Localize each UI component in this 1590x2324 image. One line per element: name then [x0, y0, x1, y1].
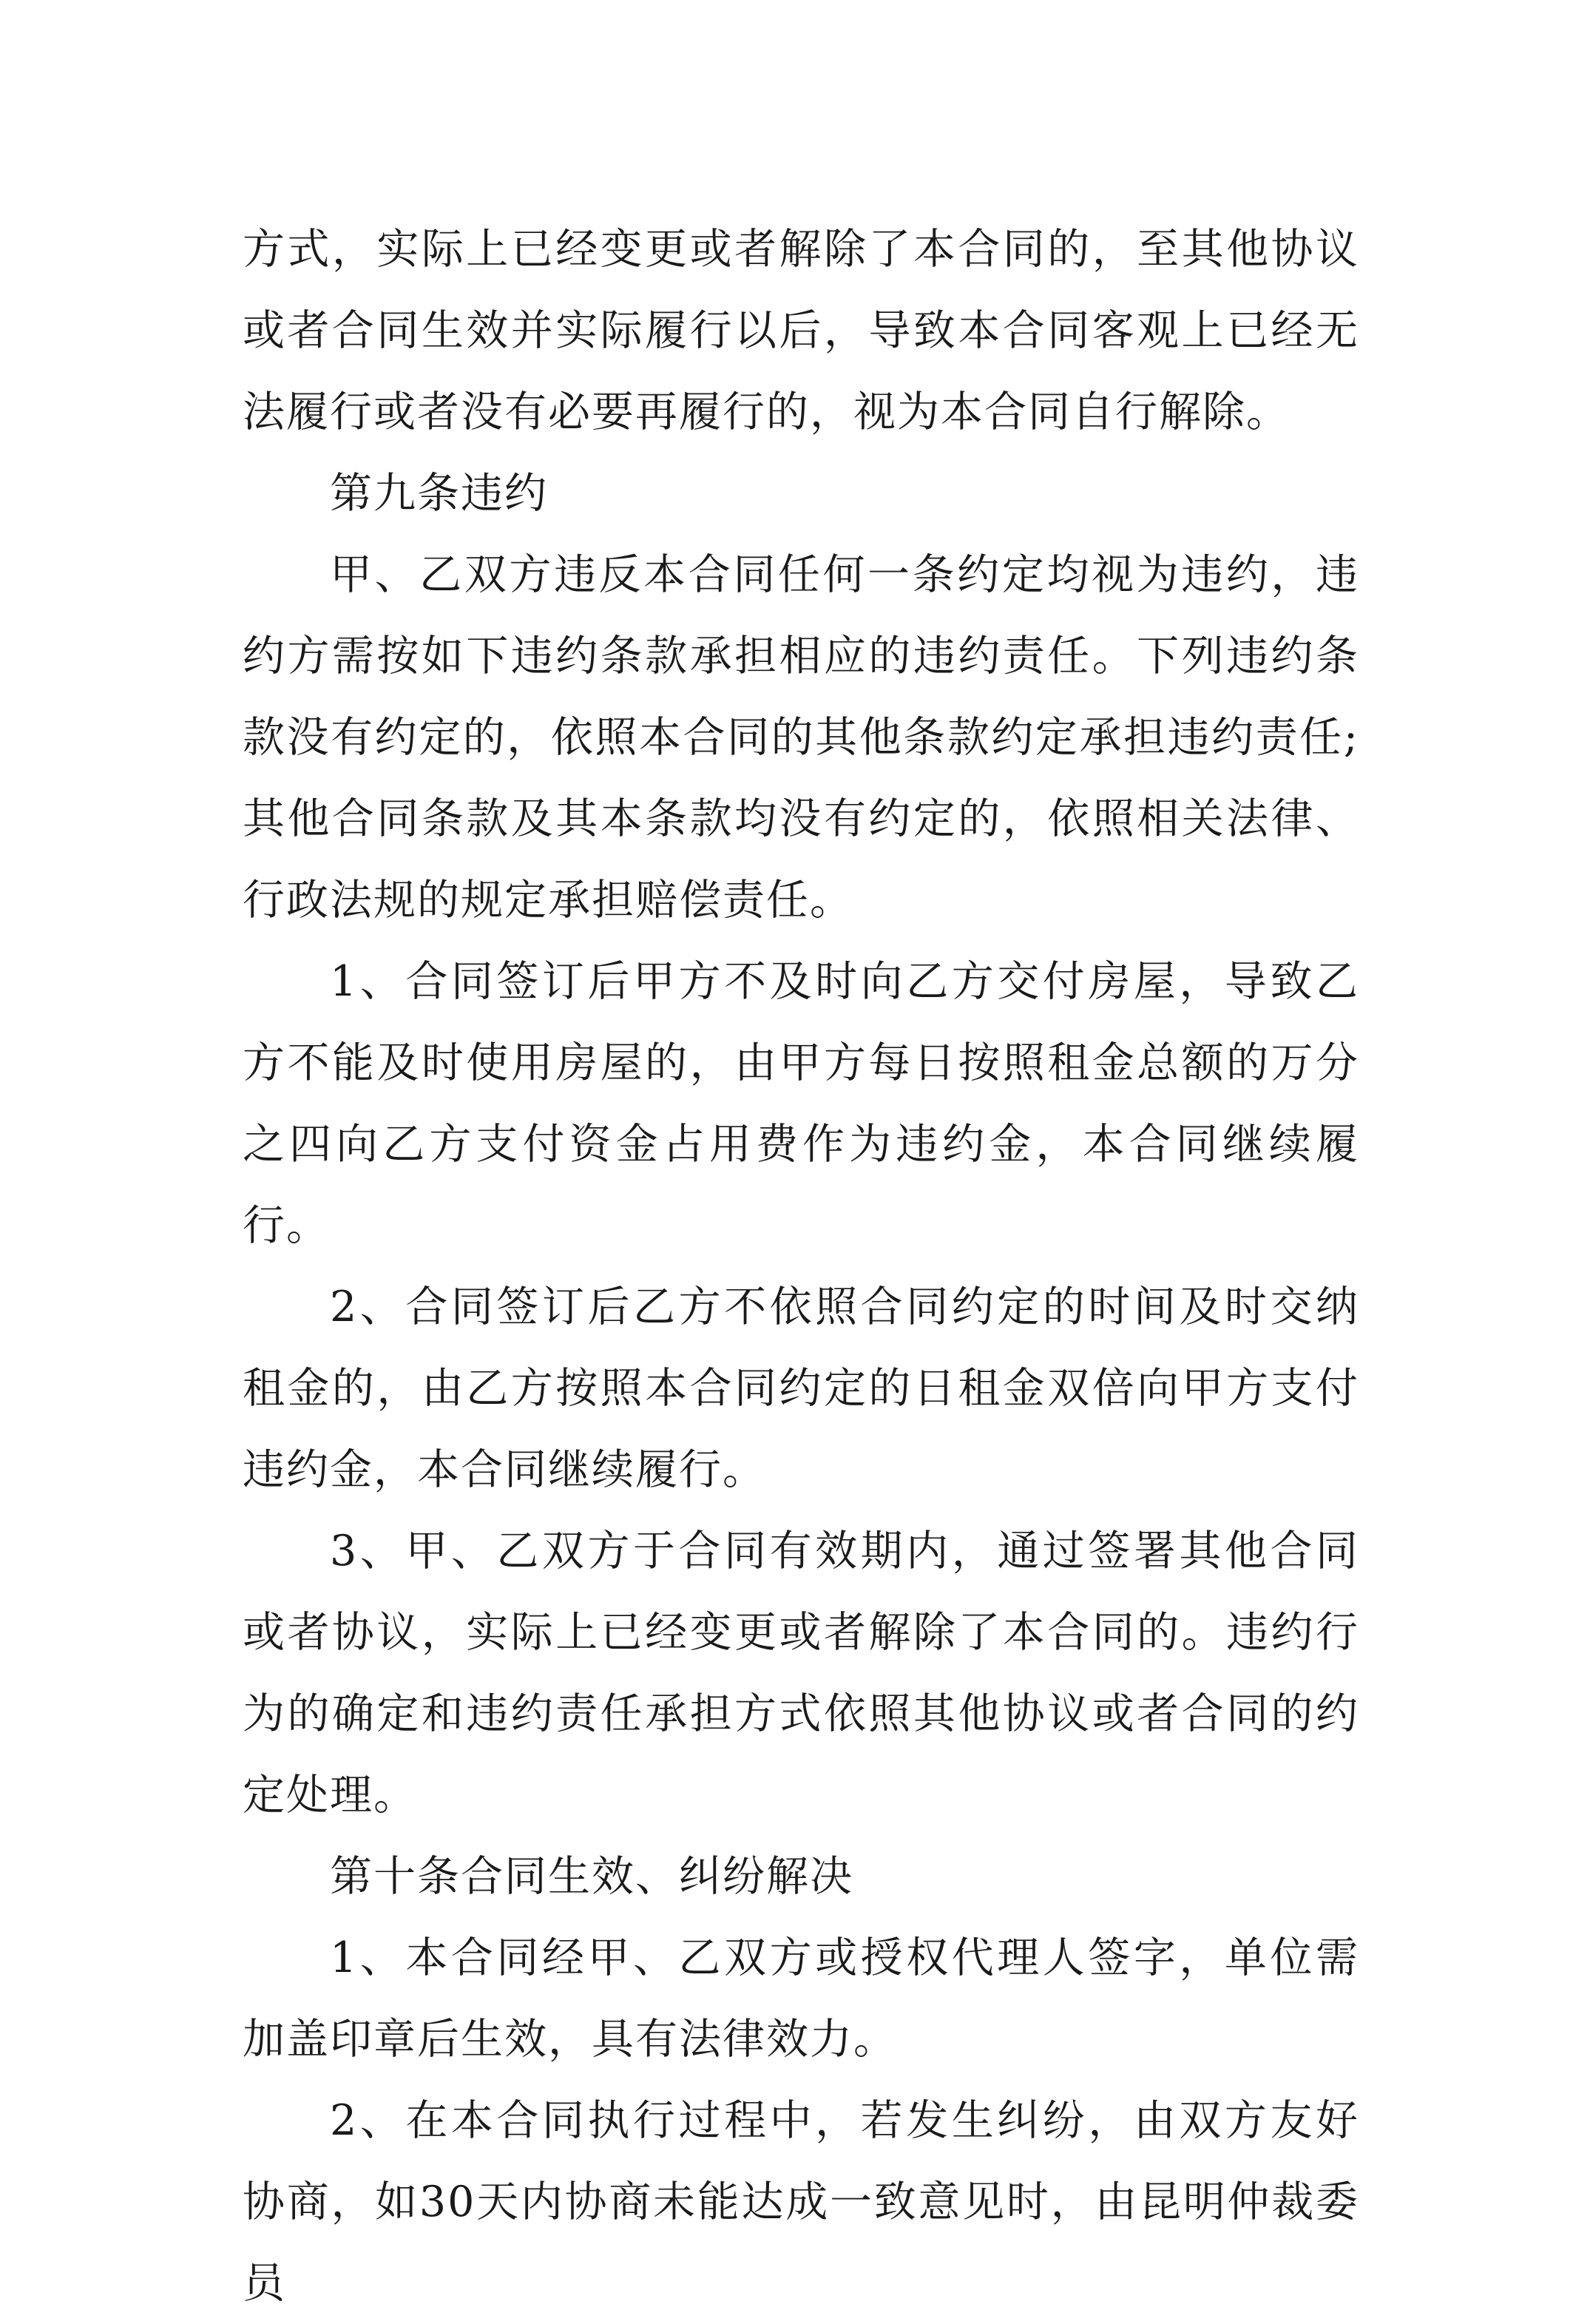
- paragraph-breach-item-3: 3、甲、乙双方于合同有效期内，通过签署其他合同或者协议，实际上已经变更或者解除了本合同的。违约行为的确定和违约责任承担方式依照其他协议或者合同的约定处理。: [243, 1527, 1359, 1820]
- paragraph-breach-item-2: 2、合同签订后乙方不依照合同约定的时间及时交纳租金的，由乙方按照本合同约定的日租金双倍向甲方支付违约金，本合同继续履行。: [243, 1283, 1359, 1494]
- paragraph-breach-item-1: 1、合同签订后甲方不及时向乙方交付房屋，导致乙方不能及时使用房屋的，由甲方每日按照租金总额的万分之四向乙方支付资金占用费作为违约金，本合同继续履行。: [243, 957, 1359, 1250]
- document-body: [243, 209, 1359, 2324]
- paragraph-dispute-item-2: 2、在本合同执行过程中，若发生纠纷，由双方友好协商，如30天内协商未能达成一致意见时，由昆明仲裁委员: [243, 2096, 1359, 2308]
- section-heading-article-10: 第十条合同生效、纠纷解决: [330, 1852, 853, 1901]
- section-heading-article-9: 第九条违约: [330, 469, 548, 518]
- paragraph-breach-definition: 甲、乙双方违反本合同任何一条约定均视为违约，违约方需按如下违约条款承担相应的违约责任。下列违约条款没有约定的，依照本合同的其他条款约定承担违约责任;其他合同条款及其本条款均没有约定的，依照相关法律、行政法规的规定承担赔偿责任。: [243, 550, 1359, 925]
- paragraph-continuation: 方式，实际上已经变更或者解除了本合同的，至其他协议或者合同生效并实际履行以后，导致本合同客观上已经无法履行或者没有必要再履行的，视为本合同自行解除。: [243, 225, 1359, 436]
- paragraph-effect-item-1: 1、本合同经甲、乙双方或授权代理人签字，单位需加盖印章后生效，具有法律效力。: [243, 1933, 1359, 2064]
